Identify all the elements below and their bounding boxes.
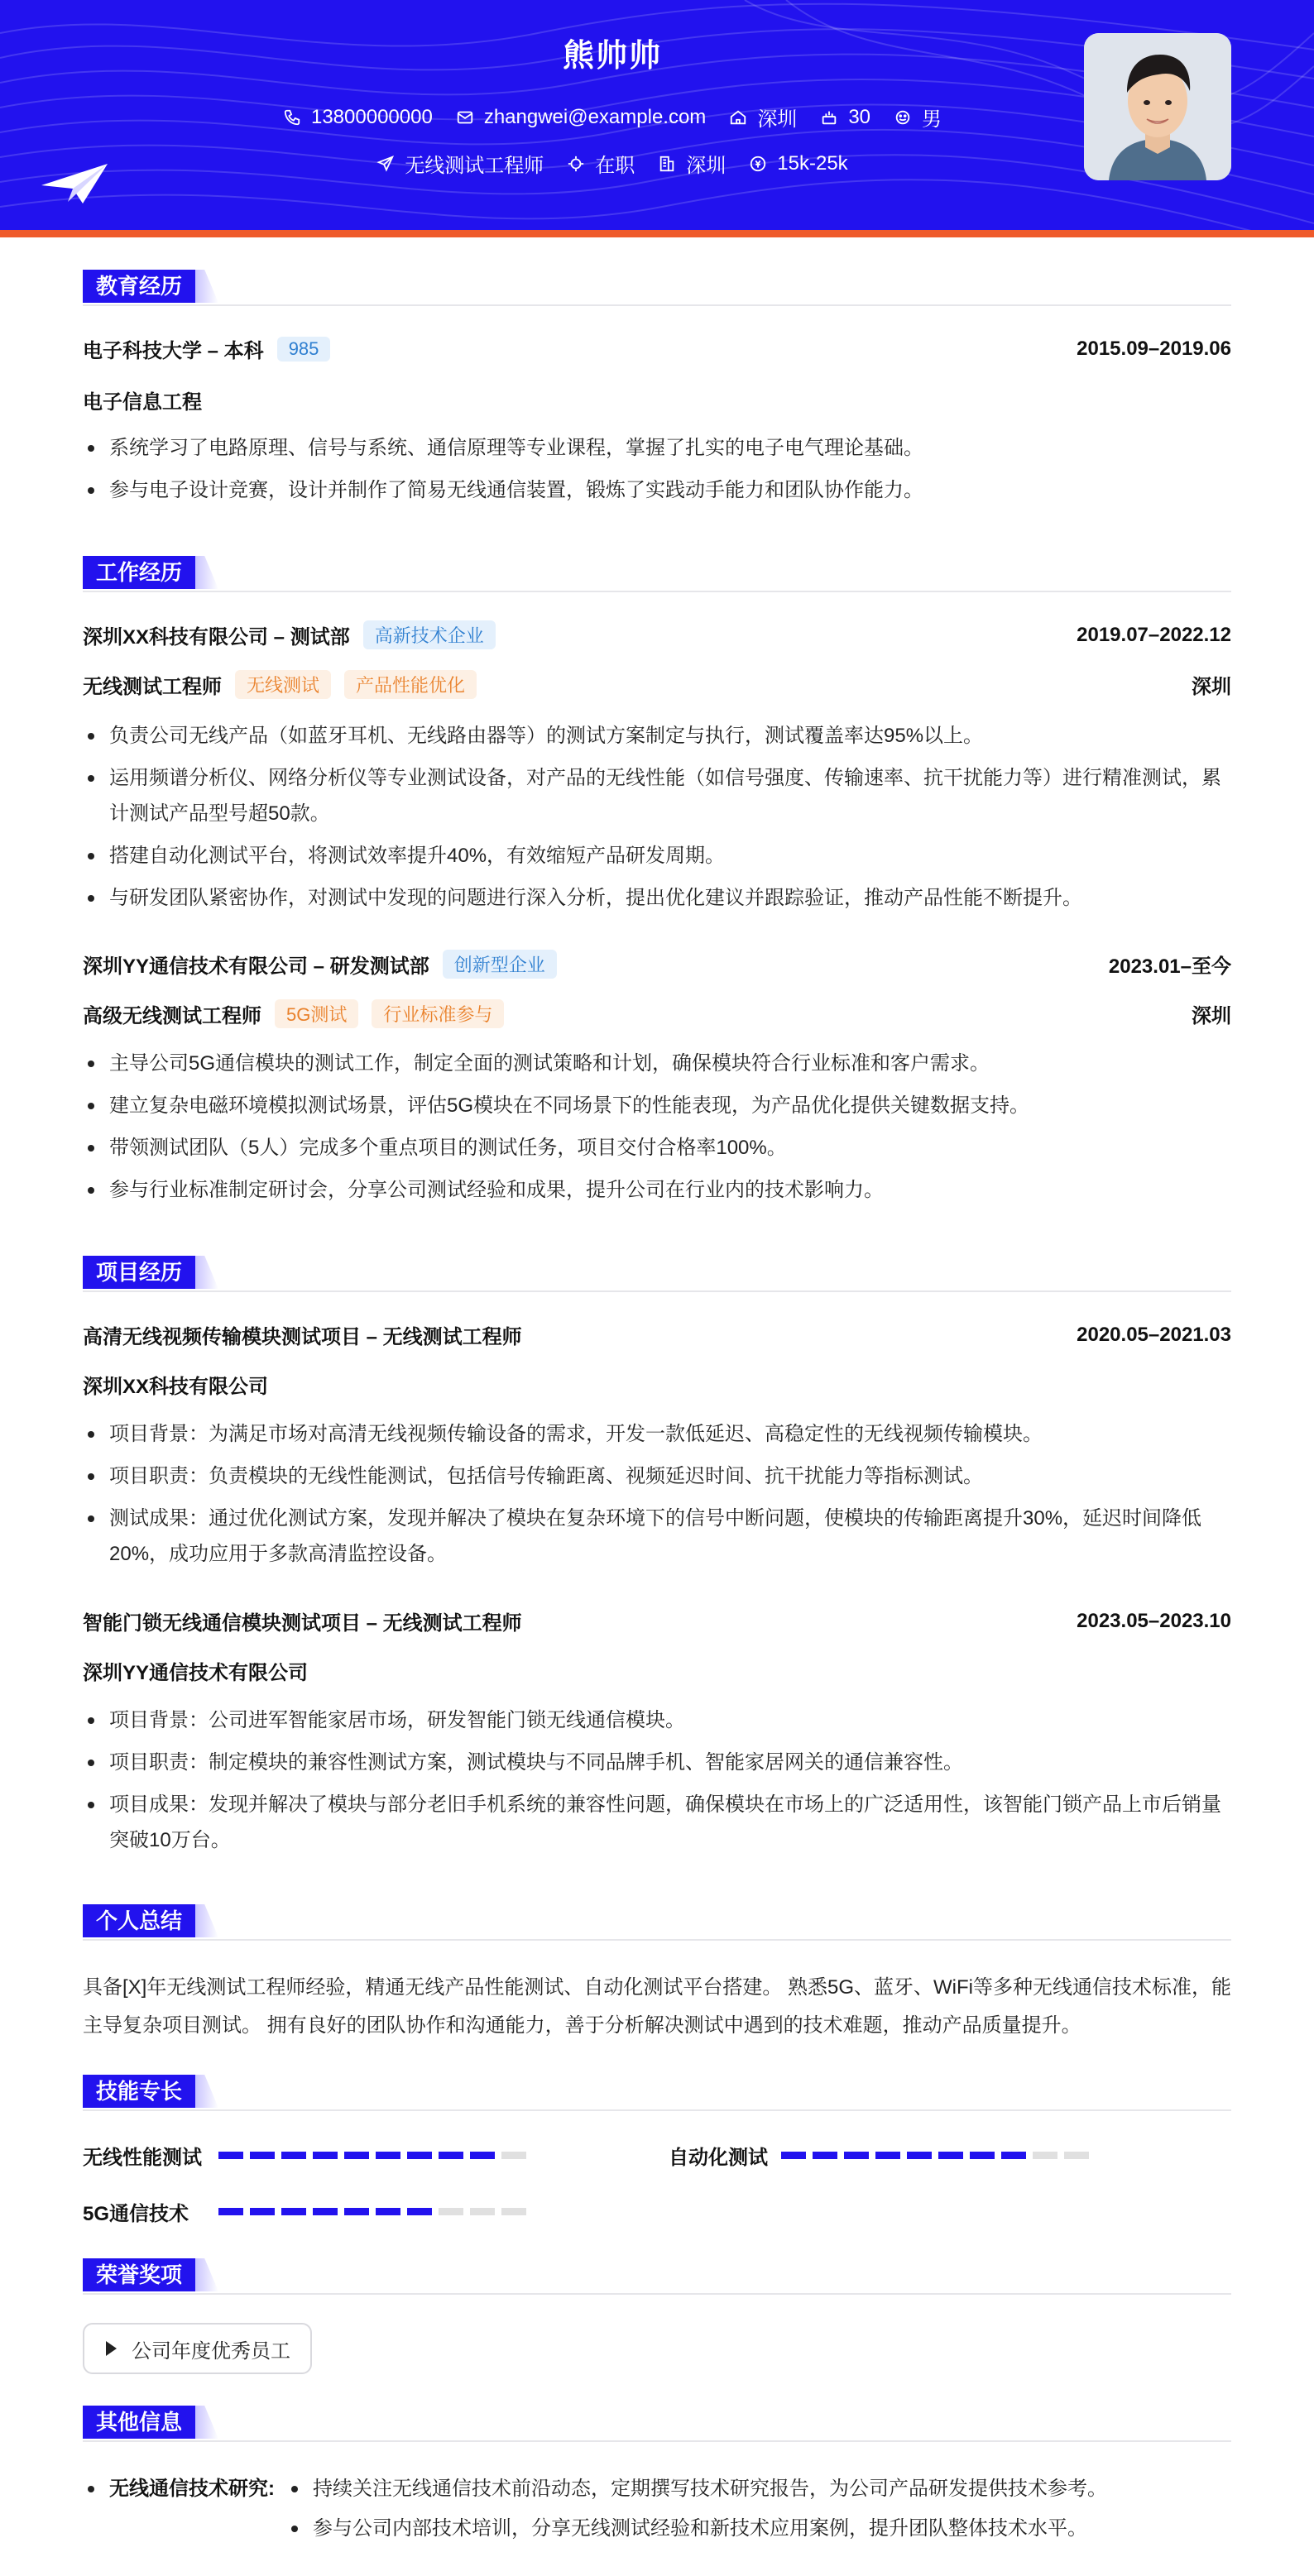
target-city-text: 深圳	[686, 155, 727, 177]
skill-segment-filled	[281, 2208, 306, 2215]
skill-segment-filled	[313, 2152, 338, 2159]
skill-segment-filled	[344, 2152, 369, 2159]
job-location: 深圳	[1192, 1005, 1231, 1027]
job-text: 无线测试工程师	[405, 155, 544, 177]
skill-segment-filled	[218, 2152, 243, 2159]
resume-header	[0, 0, 1314, 230]
candidate-name: 熊帅帅	[562, 39, 662, 74]
list-item: 持续关注无线通信技术前沿动态，定期撰写技术研究报告，为公司产品研发提供技术参考。	[286, 2470, 1231, 2508]
project-name: 智能门锁无线通信模块测试项目 – 无线测试工程师	[83, 1612, 522, 1635]
phone-item	[283, 106, 433, 129]
gender-text: 男	[922, 108, 942, 131]
title-decor	[195, 2406, 218, 2439]
skill-segment-filled	[907, 2152, 932, 2159]
profile-photo	[1084, 33, 1231, 180]
salary-text: 15k-25k	[777, 151, 848, 175]
status-item	[567, 149, 635, 178]
skill-segment-filled	[376, 2208, 400, 2215]
skill-segment-empty	[470, 2208, 495, 2215]
position-name: 高级无线测试工程师	[83, 1005, 261, 1027]
job-bullets	[83, 1046, 1231, 1214]
list-item: 运用频谱分析仪、网络分析仪等专业测试设备，对产品的无线性能（如信号强度、传输速率、抗干扰能力等）进行精准测试，累计测试产品型号超50款。	[83, 760, 1231, 831]
section-title-label: 项目经历	[83, 1256, 195, 1289]
skill-segment-empty	[501, 2208, 526, 2215]
salary-item	[749, 152, 847, 175]
skill-tag: 无线测试	[235, 670, 331, 699]
list-item: 项目背景：为满足市场对高清无线视频传输设备的需求，开发一款低延迟、高稳定性的无线视频传输模块。	[83, 1416, 1231, 1452]
company-tag: 高新技术企业	[363, 620, 496, 649]
title-decor	[195, 556, 218, 589]
skill-name: 5G通信技术	[83, 2203, 189, 2225]
other-info-list	[286, 2470, 1231, 2550]
header-accent-stripe	[0, 230, 1314, 237]
job-header-row	[83, 950, 1231, 979]
skill-segment-filled	[250, 2152, 275, 2159]
skill-name: 无线性能测试	[83, 2147, 202, 2169]
skill-segment-filled	[813, 2152, 837, 2159]
skill-tag: 行业标准参与	[372, 999, 504, 1028]
coin-icon	[749, 155, 767, 173]
skill-level-bar	[218, 2152, 533, 2159]
list-item: 参与公司内部技术培训，分享无线测试经验和新技术应用案例，提升团队整体技术水平。	[286, 2510, 1231, 2548]
title-decor	[195, 270, 218, 303]
position-row	[83, 999, 1231, 1028]
email-item	[456, 106, 707, 129]
title-decor	[195, 2075, 218, 2108]
skill-segment-filled	[313, 2208, 338, 2215]
school-tag: 985	[277, 337, 331, 362]
skill-segment-filled	[376, 2152, 400, 2159]
company-name: 深圳XX科技有限公司 – 测试部	[83, 626, 350, 649]
age-item	[820, 106, 870, 129]
list-item: 参与行业标准制定研讨会，分享公司测试经验和成果，提升公司在行业内的技术影响力。	[83, 1172, 1231, 1208]
project-date: 2020.05–2021.03	[1077, 1323, 1231, 1346]
skill-segment-filled	[781, 2152, 806, 2159]
project-header-row	[83, 1606, 1231, 1635]
list-item: 负责公司无线产品（如蓝牙耳机、无线路由器等）的测试方案制定与执行，测试覆盖率达95%以上。	[83, 718, 1231, 754]
status-icon	[567, 155, 585, 173]
paper-plane-icon	[40, 162, 109, 207]
list-item: 建立复杂电磁环境模拟测试场景，评估5G模块在不同场景下的性能表现，为产品优化提供关键数据支持。	[83, 1088, 1231, 1123]
list-item: 项目背景：公司进军智能家居市场，研发智能门锁无线通信模块。	[83, 1702, 1231, 1738]
list-item: 参与电子设计竞赛，设计并制作了简易无线通信装置，锻炼了实践动手能力和团队协作能力。	[83, 472, 1231, 508]
gender-item	[894, 103, 942, 132]
skill-row	[83, 2141, 533, 2170]
skill-segment-filled	[250, 2208, 275, 2215]
skill-segment-filled	[407, 2208, 432, 2215]
skill-segment-filled	[970, 2152, 995, 2159]
company-tag: 创新型企业	[443, 950, 557, 979]
skill-segment-empty	[1033, 2152, 1057, 2159]
status-text: 在职	[595, 155, 635, 177]
section-other-title	[83, 2406, 218, 2439]
skill-segment-filled	[344, 2208, 369, 2215]
email-text: zhangwei@example.com	[483, 105, 707, 128]
city-text: 深圳	[757, 108, 798, 131]
project-bullets	[83, 1416, 1231, 1578]
skill-segment-filled	[281, 2152, 306, 2159]
project-company: 深圳XX科技有限公司	[83, 1376, 269, 1398]
section-title-label: 个人总结	[83, 1904, 195, 1937]
contact-row	[0, 103, 1225, 132]
section-title-label: 工作经历	[83, 556, 195, 589]
phone-text: 13800000000	[310, 105, 433, 128]
list-item: 带领测试团队（5人）完成多个重点项目的测试任务，项目交付合格率100%。	[83, 1130, 1231, 1166]
section-divider	[83, 1290, 1231, 1292]
job-location: 深圳	[1192, 676, 1231, 698]
skill-tag: 产品性能优化	[344, 670, 477, 699]
target-city-item	[658, 149, 726, 178]
section-divider	[83, 2293, 1231, 2295]
position-name: 无线测试工程师	[83, 676, 222, 698]
section-title-label: 荣誉奖项	[83, 2258, 195, 2291]
skill-segment-filled	[875, 2152, 900, 2159]
skill-segment-filled	[1001, 2152, 1026, 2159]
section-title-label: 其他信息	[83, 2406, 195, 2439]
section-awards-title	[83, 2258, 218, 2291]
list-item: 测试成果：通过优化测试方案，发现并解决了模块在复杂环境下的信号中断问题，使模块的传输距离提升30%，延迟时间降低20%，成功应用于多款高清监控设备。	[83, 1501, 1231, 1572]
major-row	[83, 385, 1231, 414]
list-item: 搭建自动化测试平台，将测试效率提升40%，有效缩短产品研发周期。	[83, 838, 1231, 874]
project-date: 2023.05–2023.10	[1077, 1609, 1231, 1632]
company-name: 深圳YY通信技术有限公司 – 研发测试部	[83, 955, 429, 978]
skill-row	[83, 2197, 533, 2226]
section-divider	[83, 304, 1231, 306]
section-work-title	[83, 556, 218, 589]
list-item: 与研发团队紧密协作，对测试中发现的问题进行深入分析，提出优化建议并跟踪验证，推动产品性能不断提升。	[83, 880, 1231, 916]
gender-icon	[894, 108, 912, 127]
send-icon	[376, 155, 395, 173]
job-item	[376, 149, 544, 178]
home-icon	[729, 108, 747, 127]
summary-text: 具备[X]年无线测试工程师经验，精通无线产品性能测试、自动化测试平台搭建。 熟悉5G、蓝牙、WiFi等多种无线通信技术标准，能主导复杂项目测试。 拥有良好的团队协作和沟通能力，善于分析解决测试中遇到的技术难题，推动产品质量提升。	[83, 1976, 1231, 2037]
job-intent-row	[0, 149, 1225, 178]
phone-icon	[283, 108, 301, 127]
skill-segment-filled	[218, 2208, 243, 2215]
education-date: 2015.09–2019.06	[1077, 337, 1231, 360]
project-header-row	[83, 1320, 1231, 1349]
section-title-label: 技能专长	[83, 2075, 195, 2108]
section-projects-title	[83, 1256, 218, 1289]
list-item: 项目职责：制定模块的兼容性测试方案，测试模块与不同品牌手机、智能家居网关的通信兼容性。	[83, 1745, 1231, 1780]
skill-segment-empty	[439, 2208, 463, 2215]
skill-level-bar	[781, 2152, 1096, 2159]
skill-segment-filled	[470, 2152, 495, 2159]
list-item: 主导公司5G通信模块的测试工作，制定全面的测试策略和计划，确保模块符合行业标准和客户需求。	[83, 1046, 1231, 1081]
section-divider	[83, 2109, 1231, 2111]
skill-segment-empty	[501, 2152, 526, 2159]
project-company: 深圳YY通信技术有限公司	[83, 1662, 309, 1684]
project-name: 高清无线视频传输模块测试项目 – 无线测试工程师	[83, 1326, 522, 1348]
section-divider	[83, 591, 1231, 592]
major-name: 电子信息工程	[83, 391, 202, 414]
mail-icon	[456, 108, 474, 127]
section-title-label: 教育经历	[83, 270, 195, 303]
education-bullets	[83, 430, 1231, 515]
cake-icon	[820, 108, 838, 127]
list-item: 项目职责：负责模块的无线性能测试，包括信号传输距离、视频延迟时间、抗干扰能力等指标测试。	[83, 1458, 1231, 1494]
award-text: 公司年度优秀员工	[132, 2339, 290, 2363]
play-icon	[106, 2341, 117, 2356]
skill-segment-filled	[844, 2152, 869, 2159]
skill-level-bar	[218, 2208, 533, 2215]
skill-row	[669, 2141, 1096, 2170]
list-item: 项目成果：发现并解决了模块与部分老旧手机系统的兼容性问题，确保模块在市场上的广泛适用性，该智能门锁产品上市后销量突破10万台。	[83, 1787, 1231, 1858]
skill-segment-filled	[407, 2152, 432, 2159]
section-summary-title	[83, 1904, 218, 1937]
school-name: 电子科技大学 – 本科	[83, 340, 264, 362]
job-date: 2019.07–2022.12	[1077, 623, 1231, 646]
building-icon	[658, 155, 676, 173]
title-decor	[195, 1256, 218, 1289]
job-bullets	[83, 718, 1231, 922]
section-divider	[83, 1939, 1231, 1941]
project-company-row	[83, 1656, 1231, 1685]
other-info-label: 无线通信技术研究:	[83, 2470, 275, 2508]
section-skills-title	[83, 2075, 218, 2108]
avatar-illustration	[1084, 33, 1231, 180]
section-education-title	[83, 270, 218, 303]
age-text: 30	[848, 105, 871, 128]
skill-segment-filled	[439, 2152, 463, 2159]
skill-segment-empty	[1064, 2152, 1089, 2159]
title-decor	[195, 1904, 218, 1937]
job-date: 2023.01–至今	[1108, 955, 1231, 978]
city-item	[729, 103, 797, 132]
project-bullets	[83, 1702, 1231, 1865]
skill-name: 自动化测试	[669, 2147, 768, 2169]
job-header-row	[83, 620, 1231, 649]
skill-tag: 5G测试	[275, 999, 358, 1028]
project-company-row	[83, 1370, 1231, 1399]
section-divider	[83, 2440, 1231, 2442]
skill-segment-filled	[938, 2152, 963, 2159]
award-chip	[83, 2323, 312, 2374]
title-decor	[195, 2258, 218, 2291]
education-header-row	[83, 334, 1231, 363]
position-row	[83, 670, 1231, 699]
list-item: 系统学习了电路原理、信号与系统、通信原理等专业课程，掌握了扎实的电子电气理论基础。	[83, 430, 1231, 466]
